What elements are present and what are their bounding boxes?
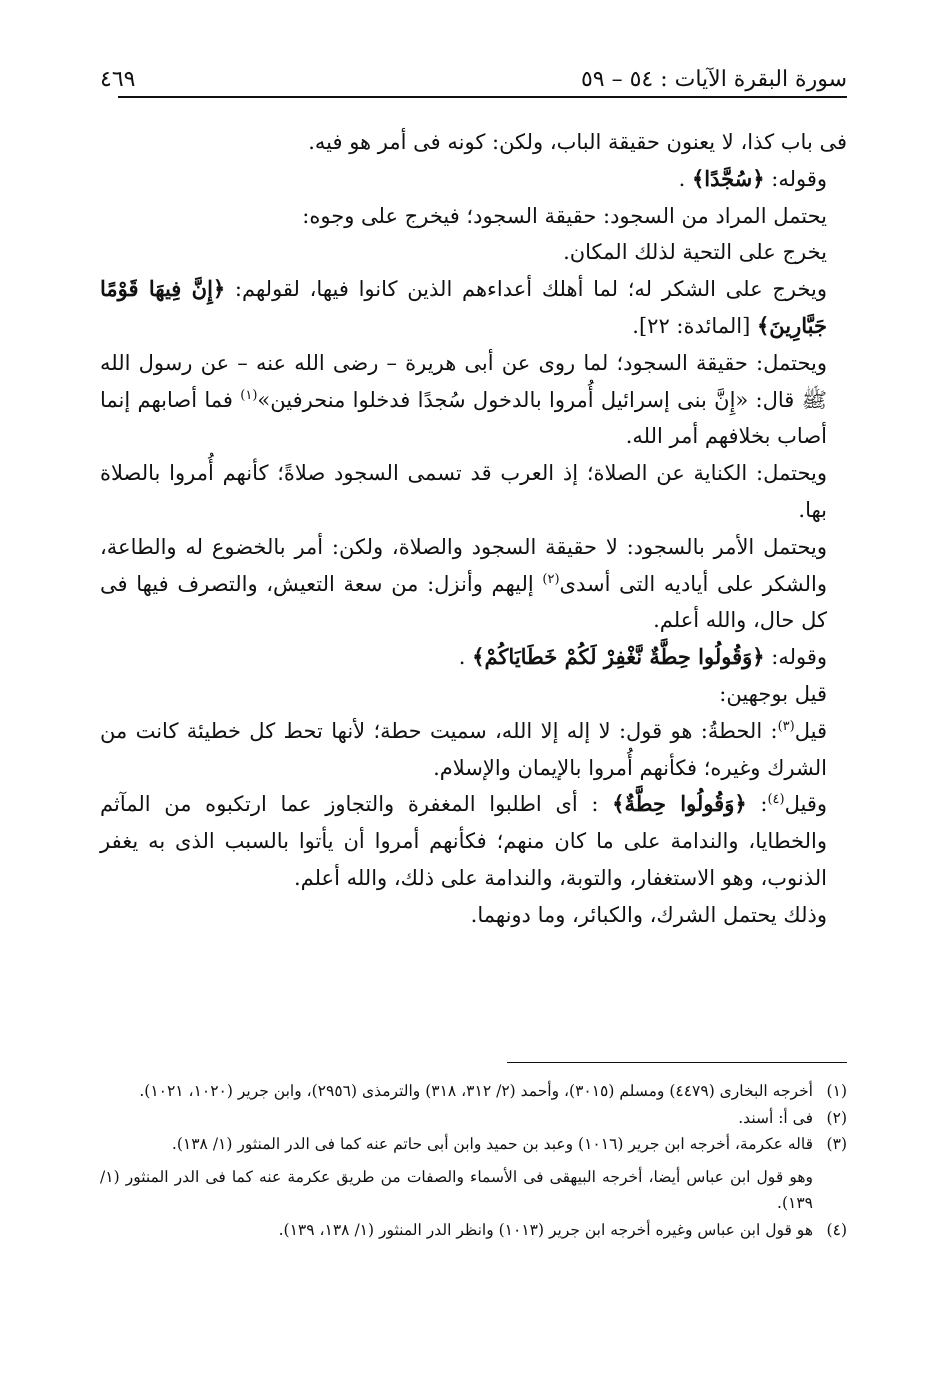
footnote-text: فى أ: أسند. (738, 1108, 813, 1127)
footnote-ref: (٢) (542, 571, 560, 587)
paragraph-5: ويخرج على الشكر له؛ لما أهلك أعداءهم الذين كانوا فيها، لقولهم: ﴿إِنَّ فِيهَا قَوْمًا جَبَّارِينَ﴾ [المائدة: ٢٢]. (100, 276, 828, 338)
book-page (100, 0, 847, 1392)
footnote-ref: (٣) (777, 718, 795, 734)
footnote-1 (100, 1078, 847, 1105)
paragraph-7: ويحتمل: الكناية عن الصلاة؛ إذ العرب قد تسمى السجود صلاةً؛ كأنهم أُمروا بالصلاة بها. (100, 461, 827, 522)
footnote-number: (٢) (826, 1108, 847, 1127)
footnote-number: (١) (826, 1082, 847, 1100)
paragraph-12: وقيل$^{(٤)}$: ﴿وَقُولُوا حِطَّةٌ﴾ : أى اطلبوا المغفرة والتجاوز عما ارتكبوه من المآثم والخطايا، والندامة على ما كان منهم؛ فكأنهم أمروا أن يأتوا بالسبب الذى به يغفر الذنوب، وهو الاستغفار، والتوبة، والندامة على ذلك، والله أعلم. (100, 791, 827, 890)
main-text (100, 124, 847, 934)
paragraph-2: وقوله: ﴿سُجَّدًا﴾ . (678, 165, 827, 191)
paragraph-9: وقوله: ﴿وَقُولُوا حِطَّةٌ نَّغْفِرْ لَكُمْ خَطَايَاكُمْ﴾ . (458, 644, 827, 670)
quran-verse: ﴿سُجَّدًا﴾ (691, 165, 765, 191)
paragraph-4: يخرج على التحية لذلك المكان. (563, 240, 827, 265)
footnote-number: (٣) (826, 1135, 847, 1153)
paragraph-6: ويحتمل: حقيقة السجود؛ لما روى عن أبى هريرة – رضى الله عنه – عن رسول الله ﷺ قال: «إِنَّ بنى إسرائيل أُمروا بالدخول سُجدًا فدخلوا منحرفين»$^{(١)}$ فما أصابهم إنما أصاب بخلافهم أمر الله. (100, 350, 827, 449)
paragraph-11: قيل$^{(٣)}$: الحطةُ: هو قول: لا إله إلا الله، سميت حطة؛ لأنها تحط كل خطيئة كانت من الشرك وغيره؛ فكأنهم أُمروا بالإيمان والإسلام. (100, 718, 827, 780)
footnote-2 (100, 1105, 847, 1132)
paragraph-13: وذلك يحتمل الشرك، والكبائر، وما دونهما. (470, 902, 827, 927)
paragraph-8: ويحتمل الأمر بالسجود: لا حقيقة السجود والصلاة، ولكن: أمر بالخضوع له والطاعة، والشكر على أياديه التى أسدى$^{(٢)}$ إليهم وأنزل: من سعة التعيش، والتصرف فيها فى كل حال، والله أعلم. (100, 534, 827, 633)
footnote-divider (507, 1062, 847, 1063)
footnote-ref: (١) (240, 387, 258, 403)
paragraph-3: يحتمل المراد من السجود: حقيقة السجود؛ فيخرج على وجوه: (302, 203, 827, 228)
running-title: سورة البقرة الآيات : ٥٤ – ٥٩ (580, 67, 847, 92)
footnote-ref: (٤) (767, 792, 785, 808)
footnote-3 (100, 1131, 847, 1158)
footnote-text: قاله عكرمة، أخرجه ابن جرير (١٠١٦) وعبد بن حميد وابن أبى حاتم عنه كما فى الدر المنثور (١/ ١٣٨). (171, 1135, 813, 1153)
footnote-3-continuation: وهو قول ابن عباس أيضا، أخرجه البيهقى فى الأسماء والصفات من طريق عكرمة عنه كما فى الدر المنثور (١/ ١٣٩). (100, 1167, 813, 1212)
header-divider (118, 96, 847, 98)
quran-verse: ﴿إِنَّ فِيهَا قَوْمًا جَبَّارِينَ﴾ (100, 276, 827, 338)
page-header (100, 62, 847, 94)
paragraph-10: قيل بوجهين: (719, 681, 827, 706)
footnote-number: (٤) (826, 1220, 847, 1239)
footnote-4 (100, 1217, 847, 1244)
footnote-text: أخرجه البخارى (٤٤٧٩) ومسلم (٣٠١٥)، وأحمد (٢/ ٣١٢، ٣١٨) والترمذى (٢٩٥٦)، وابن جرير (١٠٢٠، ١٠٢١). (139, 1082, 813, 1100)
paragraph-1: فى باب كذا، لا يعنون حقيقة الباب، ولكن: كونه فى أمر هو فيه. (308, 130, 847, 154)
quran-verse: ﴿وَقُولُوا حِطَّةٌ نَّغْفِرْ لَكُمْ خَطَايَاكُمْ﴾ (472, 644, 765, 670)
footnotes (100, 1078, 847, 1243)
page-number: ٤٦٩ (100, 67, 136, 92)
footnote-text: هو قول ابن عباس وغيره أخرجه ابن جرير (١٠١٣) وانظر الدر المنثور (١/ ١٣٨، ١٣٩). (278, 1220, 813, 1239)
quran-verse: ﴿وَقُولُوا حِطَّةٌ﴾ (612, 791, 747, 817)
